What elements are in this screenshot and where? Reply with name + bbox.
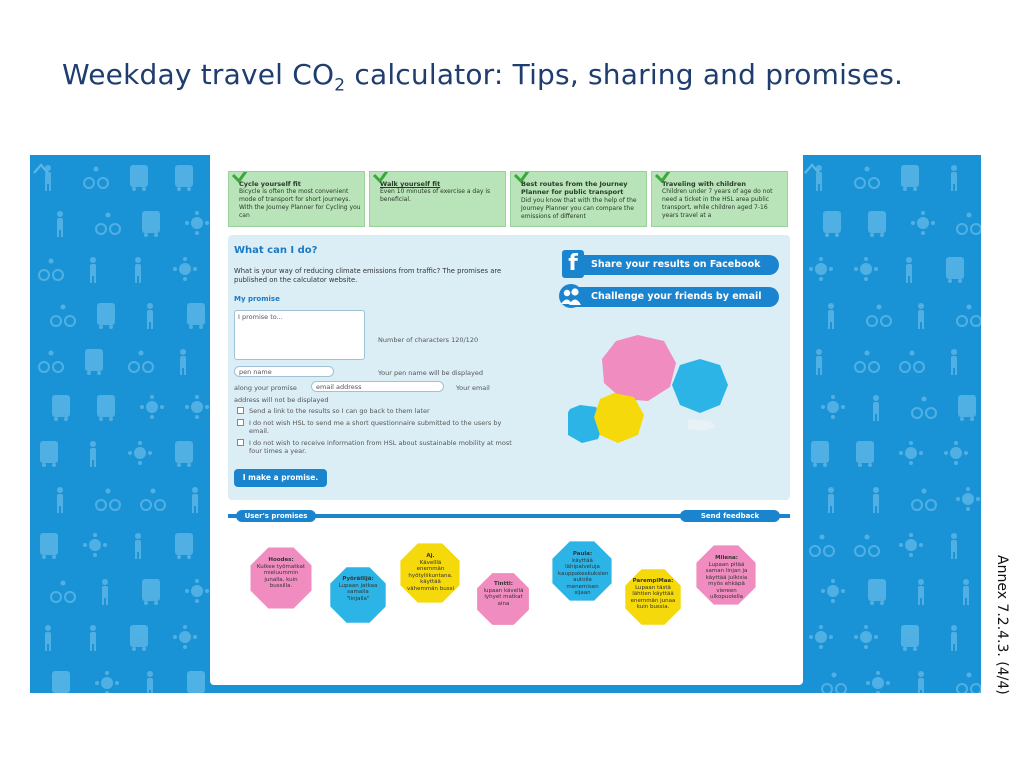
promise-octagon[interactable] <box>248 545 314 611</box>
promise-body: lupaan kävellä lyhyet matkat aina <box>483 587 524 607</box>
promise-body: Lupaan jatkaa samalla "linjalla" <box>338 582 378 602</box>
transport-pattern-right <box>801 155 981 693</box>
promise-author: Aj. <box>426 553 435 559</box>
promise-text <box>335 576 381 602</box>
facebook-share-label: Share your results on Facebook <box>591 259 761 270</box>
promise-author: Paula: <box>572 551 593 557</box>
slide-title: Weekday travel $CO_2$ calculator: Tips, sharing and promises. <box>62 58 904 96</box>
checkbox-label: Send a link to the results so I can go back to them later <box>249 407 430 415</box>
promise-octagon[interactable] <box>475 571 531 627</box>
promise-body: Kulkee työmatkat mieluummin junalla, kuin bussilla. <box>256 563 306 589</box>
facebook-icon: f <box>562 250 584 278</box>
panel-heading: What can I do? <box>234 245 318 256</box>
user-promises-list <box>210 535 803 665</box>
tip-card[interactable] <box>228 171 365 227</box>
tips-row <box>228 171 788 227</box>
promise-author: Hoodes: <box>268 557 294 563</box>
email-note-continued: address will not be displayed <box>234 396 329 404</box>
calculator-page <box>210 155 803 685</box>
promise-panel <box>228 235 790 500</box>
checkbox-label: I do not wish to receive information from HSL about sustainable mobility at most four times a year. <box>249 439 512 455</box>
email-challenge-label: Challenge your friends by email <box>591 291 762 302</box>
tip-title: Cycle yourself fit <box>239 180 301 188</box>
send-feedback-button[interactable]: Send feedback <box>680 510 780 522</box>
pen-name-note: Your pen name will be displayed <box>378 369 483 377</box>
promise-body: Lupaan pitää saman linjan ja käyttää julkisia myös ehkäpä viereen ulkopuolella <box>705 561 748 600</box>
tip-text: Even 10 minutes of exercise a day is beneficial. <box>380 188 491 203</box>
promise-body: Kävelllä enemmän hyötyliikuntana. käyttää vähemmän bussi <box>406 559 455 592</box>
promise-text <box>256 557 306 590</box>
tip-card[interactable] <box>510 171 647 227</box>
tip-card[interactable] <box>651 171 788 227</box>
along-promise-text: along your promise <box>234 384 297 392</box>
make-promise-button[interactable]: I make a promise. <box>234 469 327 487</box>
tip-text: Did you know that with the help of the Journey Planner you can compare the emissions of different <box>521 197 637 220</box>
annex-label: Annex 7.2.4.3. (4/4) <box>994 555 1010 695</box>
promise-text <box>702 555 751 601</box>
tip-text: Bicycle is often the most convenient mode of transport for short journeys. With the Journey Planner for Cycling you can <box>239 188 361 219</box>
promise-text <box>558 551 607 597</box>
promise-author: ParempiMaa: <box>632 578 674 584</box>
char-count: Number of characters 120/120 <box>378 336 479 344</box>
promise-author: Milena: <box>715 555 738 561</box>
tip-text: Children under 7 years of age do not need a ticket in the HSL area public transport, while children aged 7-16 years travel at a <box>662 188 773 219</box>
decorative-octagons <box>568 335 788 475</box>
calculator-screenshot <box>30 155 981 693</box>
tip-title: Traveling with children <box>662 180 747 188</box>
transport-pattern-left <box>30 155 210 693</box>
checkbox-label: I do not wish HSL to send me a short questionnaire submitted to the users by email. <box>249 419 502 435</box>
promises-bar <box>228 510 790 522</box>
questionnaire-checkbox[interactable] <box>237 419 244 426</box>
tip-title: Walk yourself fit <box>380 180 441 188</box>
promise-octagon[interactable] <box>398 541 462 605</box>
promise-text <box>482 581 525 607</box>
email-challenge-button[interactable] <box>564 287 779 307</box>
tip-title: Best routes from the Journey Planner for public transport <box>521 180 628 196</box>
facebook-share-button[interactable] <box>564 251 779 276</box>
promise-octagon[interactable] <box>550 539 614 603</box>
results-link-checkbox[interactable] <box>237 407 244 414</box>
promise-author: Tintti: <box>494 581 513 587</box>
promise-body: käyttää lähipalveluja kauppakeskuksien autoile menemisen sijaan <box>558 557 609 596</box>
pen-name-input[interactable]: pen name <box>234 366 334 377</box>
promise-octagon[interactable] <box>694 543 758 607</box>
email-input[interactable]: email address <box>311 381 444 392</box>
promise-text <box>630 578 676 611</box>
promise-octagon[interactable] <box>328 565 388 625</box>
promise-octagon[interactable] <box>623 567 683 627</box>
panel-intro: What is your way of reducing climate emissions from traffic? The promises are published on the calculator website. <box>234 267 502 284</box>
tip-card[interactable] <box>369 171 506 227</box>
information-checkbox[interactable] <box>237 439 244 446</box>
promise-author: Pyöräilijä: <box>342 576 374 582</box>
promise-textarea[interactable]: I promise to... <box>234 310 365 360</box>
promise-body: Lupaan tästä lähtien käyttää enemmän junaa kuin bussia. <box>630 584 676 610</box>
users-promises-tab[interactable]: User's promises <box>236 510 316 522</box>
email-note: Your email <box>456 384 490 392</box>
promise-text <box>406 553 455 592</box>
people-icon <box>558 284 584 308</box>
my-promise-label: My promise <box>234 295 280 303</box>
